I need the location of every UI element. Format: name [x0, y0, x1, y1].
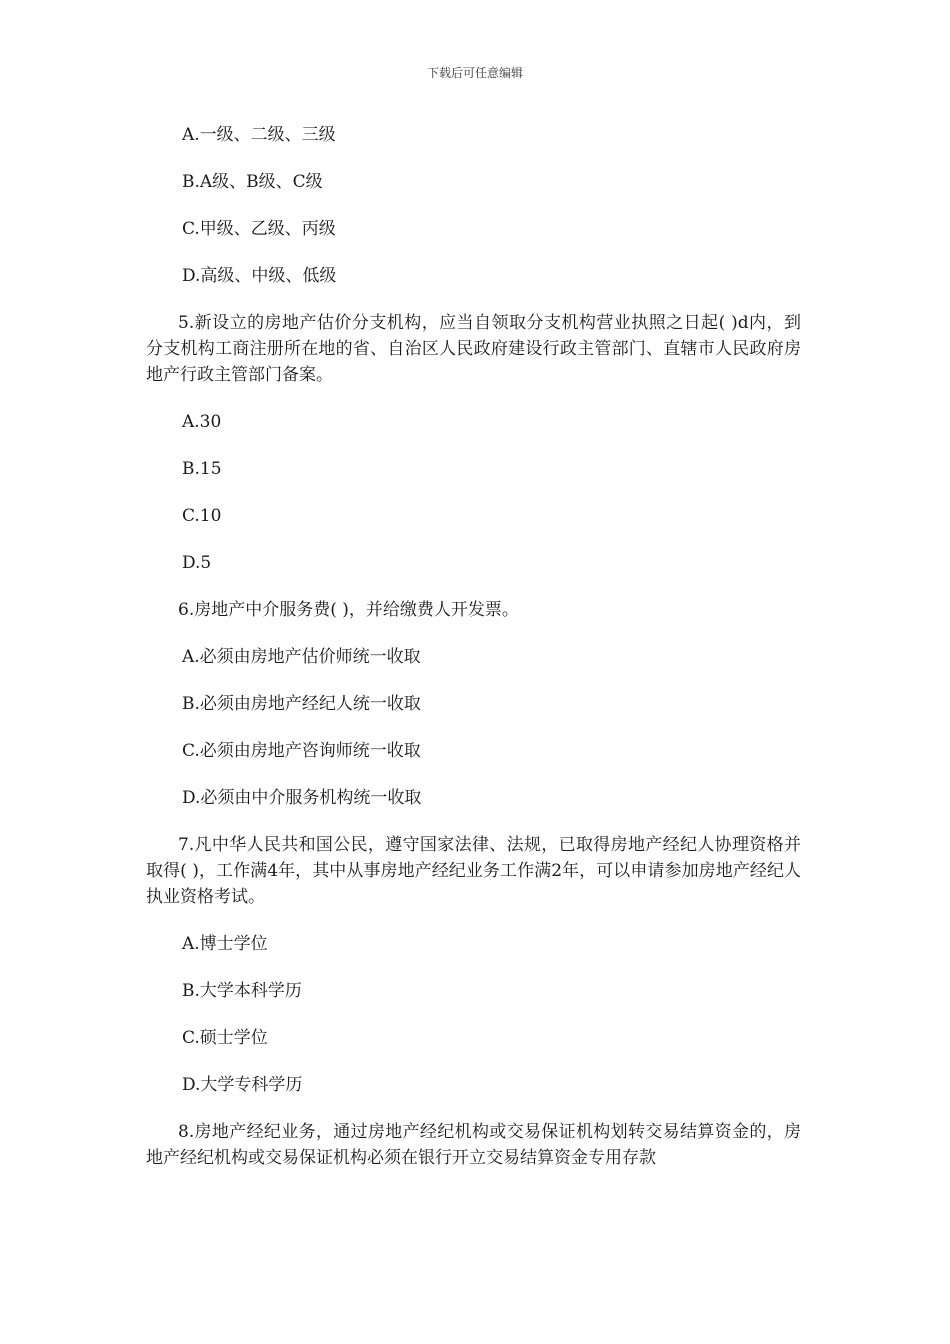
option-4d: D.高级、中级、低级	[182, 266, 337, 286]
question-6	[146, 597, 801, 811]
option-4a: A.一级、二级、三级	[182, 125, 336, 145]
option-5c: C.10	[182, 506, 222, 526]
option-7c: C.硕士学位	[182, 1028, 268, 1048]
question-7	[146, 832, 801, 1098]
option-6d: D.必须由中介服务机构统一收取	[182, 788, 422, 808]
document-body	[146, 122, 801, 1192]
option-5a: A.30	[182, 412, 222, 432]
option-5d: D.5	[182, 553, 212, 573]
option-7d: D.大学专科学历	[182, 1075, 303, 1095]
question-6-text: 6.房地产中介服务费( )，并给缴费人开发票。	[178, 600, 519, 620]
question-5-text: 5.新设立的房地产估价分支机构，应当自领取分支机构营业执照之日起( )d内，到分支机构工商注册所在地的省、自治区人民政府建设行政主管部门、直辖市人民政府房地产行政主管部门备案。	[146, 313, 801, 385]
question-7-text: 7.凡中华人民共和国公民，遵守国家法律、法规，已取得房地产经纪人协理资格并取得( )，工作满4年，其中从事房地产经纪业务工作满2年，可以申请参加房地产经纪人执业资格考试。	[146, 835, 801, 907]
option-6b: B.必须由房地产经纪人统一收取	[182, 694, 421, 714]
option-7a: A.博士学位	[182, 934, 268, 954]
question-8-text: 8.房地产经纪业务，通过房地产经纪机构或交易保证机构划转交易结算资金的，房地产经纪机构或交易保证机构必须在银行开立交易结算资金专用存款	[146, 1122, 801, 1168]
option-6a: A.必须由房地产估价师统一收取	[182, 647, 421, 667]
question-8	[146, 1119, 801, 1171]
option-5b: B.15	[182, 459, 222, 479]
option-4b: B.A级、B级、C级	[182, 172, 323, 192]
option-4c: C.甲级、乙级、丙级	[182, 219, 336, 239]
question-4-options	[146, 122, 801, 289]
option-6c: C.必须由房地产咨询师统一收取	[182, 741, 421, 761]
page-header-note: 下载后可任意编辑	[426, 66, 523, 80]
question-5	[146, 310, 801, 576]
option-7b: B.大学本科学历	[182, 981, 302, 1001]
